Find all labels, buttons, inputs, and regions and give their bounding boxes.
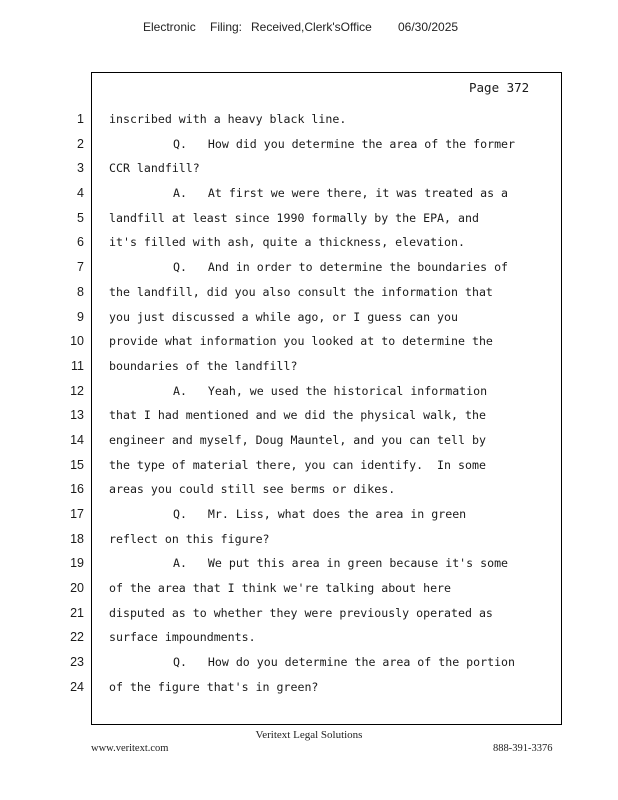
- footer-phone: 888-391-3376: [493, 743, 553, 754]
- transcript-line: landfill at least since 1990 formally by the EPA, and: [109, 210, 479, 225]
- transcript-line: the type of material there, you can identify. In some: [109, 457, 486, 472]
- footer-website: www.veritext.com: [91, 743, 169, 754]
- line-number: 12: [70, 383, 84, 398]
- line-number: 20: [70, 581, 84, 596]
- header-electronic: Electronic: [143, 20, 196, 34]
- line-number: 10: [70, 334, 84, 349]
- line-number: 19: [70, 556, 84, 571]
- transcript-line: A. At first we were there, it was treated as a: [173, 186, 509, 201]
- transcript-line: you just discussed a while ago, or I guess can you: [109, 309, 459, 324]
- line-number: 23: [70, 655, 84, 670]
- transcript-line: reflect on this figure?: [109, 531, 270, 546]
- line-number: 22: [70, 630, 84, 645]
- line-number: 11: [71, 358, 84, 373]
- line-number: 1: [77, 112, 84, 126]
- transcript-line: boundaries of the landfill?: [109, 358, 298, 373]
- transcript-line: areas you could still see berms or dikes.: [109, 482, 396, 497]
- transcript-line: A. We put this area in green because it's some: [173, 556, 509, 571]
- transcript-line: it's filled with ash, quite a thickness, elevation.: [109, 235, 465, 250]
- transcript-line: inscribed with a heavy black line.: [109, 112, 347, 126]
- line-number: 6: [77, 235, 84, 250]
- transcript-line: Q. Mr. Liss, what does the area in green: [173, 507, 467, 521]
- transcript-line: surface impoundments.: [109, 630, 256, 645]
- transcript-line: Q. And in order to determine the boundaries of: [173, 260, 509, 275]
- header-date: 06/30/2025: [398, 20, 459, 34]
- line-number: 18: [70, 531, 84, 546]
- line-number: 2: [77, 136, 84, 151]
- line-number: 17: [70, 507, 84, 521]
- transcript-line: Q. How do you determine the area of the portion: [173, 655, 516, 670]
- transcript-line: Q. How did you determine the area of the former: [173, 136, 516, 151]
- line-number: 4: [77, 186, 84, 201]
- line-number: 5: [77, 210, 84, 225]
- line-number: 8: [77, 284, 84, 299]
- line-number: 21: [70, 605, 84, 620]
- line-number: 16: [70, 482, 84, 497]
- transcript-line: disputed as to whether they were previously operated as: [109, 605, 493, 620]
- footer-company: Veritext Legal Solutions: [255, 729, 363, 741]
- line-number: 14: [70, 432, 84, 447]
- header-received: Received,Clerk'sOffice: [251, 20, 372, 34]
- transcript-line: provide what information you looked at to determine the: [109, 334, 493, 349]
- transcript-line: A. Yeah, we used the historical information: [173, 383, 488, 398]
- line-number: 15: [70, 457, 84, 472]
- line-number: 3: [77, 161, 84, 176]
- transcript-text: [109, 107, 549, 700]
- header-filing: Filing:: [210, 20, 243, 34]
- filing-header: [0, 20, 618, 38]
- transcript-line: that I had mentioned and we did the physical walk, the: [109, 408, 486, 423]
- line-number: 13: [70, 408, 84, 423]
- transcript-line: of the area that I think we're talking about here: [109, 581, 452, 596]
- line-number: 24: [70, 679, 84, 694]
- line-number: 7: [77, 260, 84, 275]
- line-number-column: [0, 107, 84, 700]
- transcript-line: engineer and myself, Doug Mauntel, and you can tell by: [109, 432, 486, 447]
- page-number: Page 372: [469, 80, 530, 95]
- transcript-line: the landfill, did you also consult the information that: [109, 284, 493, 299]
- line-number: 9: [77, 309, 84, 324]
- transcript-line: of the figure that's in green?: [109, 679, 319, 694]
- transcript-line: CCR landfill?: [109, 161, 200, 176]
